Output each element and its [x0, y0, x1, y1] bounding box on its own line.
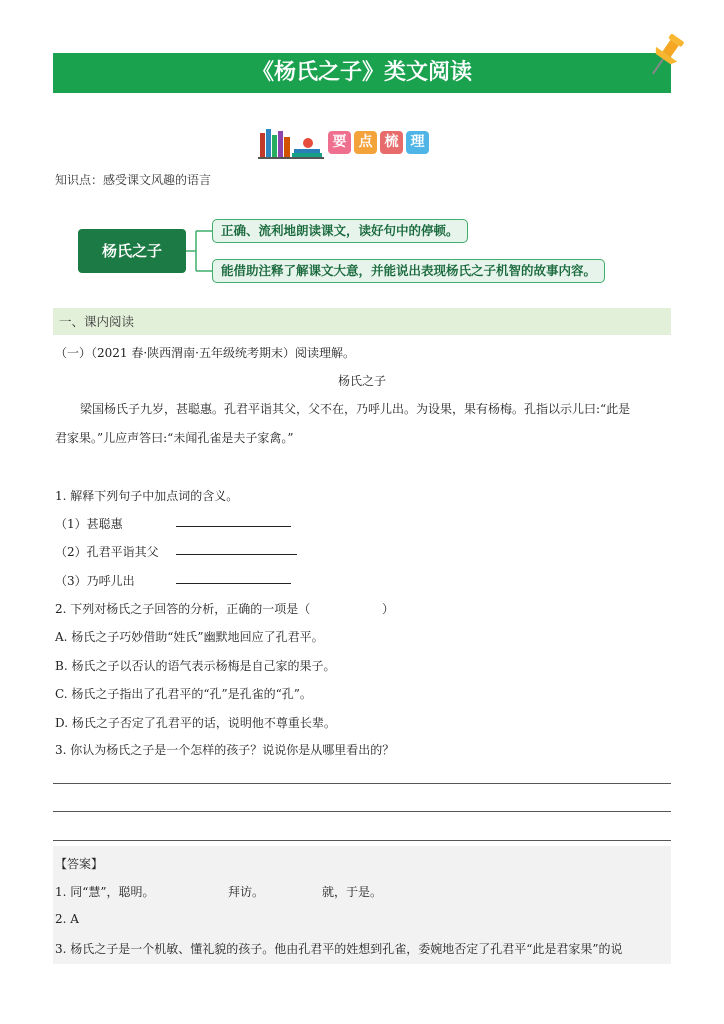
mindmap-branch-1: 正确、流利地朗读课文，读好句中的停顿。: [212, 219, 468, 243]
question-3-prompt: 3. 你认为杨氏之子是一个怎样的孩子？说说你是从哪里看出的？: [55, 743, 395, 757]
answer-3: 3. 杨氏之子是一个机敏、懂礼貌的孩子。他由孔君平的姓想到孔雀，委婉地否定了孔君平“此是君家果”的说: [55, 942, 623, 956]
answer-1-part-3: 就，于是。: [322, 885, 383, 899]
kp-badge-2: 点: [354, 131, 377, 154]
answer-1-part-2: 拜访。: [228, 885, 265, 899]
title-banner: [53, 53, 671, 93]
answer-line-1[interactable]: [53, 783, 671, 784]
key-points-header: [328, 131, 429, 154]
pushpin-icon: [641, 30, 691, 80]
mindmap-connector: [186, 212, 214, 278]
mindmap-root: 杨氏之子: [78, 229, 186, 273]
question-2-option-c[interactable]: C. 杨氏之子指出了孔君平的“孔”是孔雀的“孔”。: [55, 687, 312, 701]
kp-badge-1: 要: [328, 131, 351, 154]
page-title: 《杨氏之子》类文阅读: [251, 60, 472, 85]
books-icon: [258, 125, 328, 159]
knowledge-point: 知识点：感受课文风趣的语言: [55, 173, 212, 187]
answer-blank-2[interactable]: [176, 542, 297, 555]
question-1-item-2: （2）孔君平诣其父: [55, 545, 159, 559]
answer-line-2[interactable]: [53, 811, 671, 812]
answer-blank-3[interactable]: [176, 571, 291, 584]
kp-badge-3: 梳: [380, 131, 403, 154]
kp-badge-4: 理: [406, 131, 429, 154]
question-2-prompt: 2. 下列对杨氏之子回答的分析，正确的一项是（: [55, 602, 311, 616]
answer-1-part-1: 1. 同“慧”，聪明。: [55, 885, 155, 899]
question-2-option-d[interactable]: D. 杨氏之子否定了孔君平的话，说明他不尊重长辈。: [55, 716, 336, 730]
answer-2: 2. A: [55, 912, 79, 926]
question-2-prompt-end: ）: [382, 602, 395, 616]
question-source: （一）（2021 春·陕西渭南·五年级统考期末）阅读理解。: [55, 346, 355, 360]
passage-line-1: 梁国杨氏子九岁，甚聪惠。孔君平诣其父，父不在，乃呼儿出。为设果，果有杨梅。孔指以示儿曰:“此是: [80, 402, 631, 416]
question-2-option-a[interactable]: A. 杨氏之子巧妙借助“姓氏”幽默地回应了孔君平。: [55, 630, 324, 644]
question-2-option-b[interactable]: B. 杨氏之子以否认的语气表示杨梅是自己家的果子。: [55, 659, 336, 673]
section-heading-bar: [53, 308, 671, 335]
answer-blank-1[interactable]: [176, 514, 291, 527]
passage-line-2: 君家果。”儿应声答曰:“未闻孔雀是夫子家禽。”: [55, 431, 294, 445]
answer-heading: 【答案】: [55, 857, 104, 871]
question-1-item-1: （1）甚聪惠: [55, 517, 123, 531]
passage-title: 杨氏之子: [337, 374, 386, 388]
mindmap-branch-2: 能借助注释了解课文大意，并能说出表现杨氏之子机智的故事内容。: [212, 259, 605, 283]
question-1-prompt: 1. 解释下列句子中加点词的含义。: [55, 489, 239, 503]
section-heading: 一、课内阅读: [59, 314, 135, 329]
question-1-item-3: （3）乃呼儿出: [55, 574, 135, 588]
answer-line-3[interactable]: [53, 840, 671, 841]
